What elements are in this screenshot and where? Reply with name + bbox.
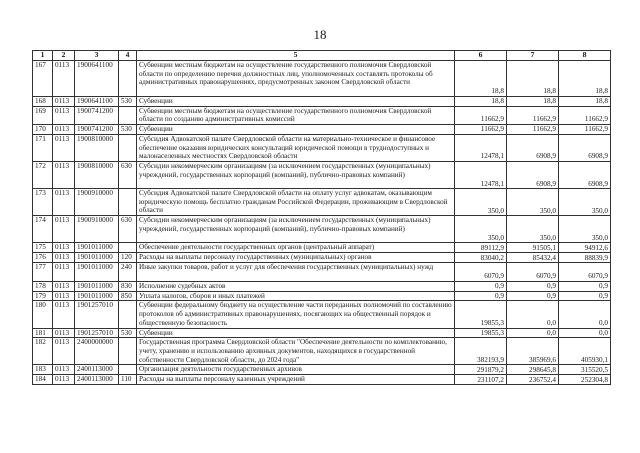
row-number: 180 [33, 301, 53, 328]
row-description: Уплата налогов, сборов и иных платежей [137, 291, 455, 301]
row-description: Расходы на выплаты персоналу государственных (муниципальных) органов [137, 253, 455, 263]
value-col7: 0,9 [507, 291, 559, 301]
row-number: 183 [33, 365, 53, 375]
value-col6: 350,0 [455, 216, 507, 243]
row-number: 168 [33, 96, 53, 106]
table-row [33, 263, 611, 282]
section-code: 0113 [53, 61, 75, 97]
row-description: Субсидия Адвокатской палате Свердловской области на материально-техническое и финансовое обеспечение оказания юридических консультаций юридической помощи в труднодоступных и малонаселенных местностях Свердловской области [137, 134, 455, 161]
expense-type: 110 [119, 375, 137, 385]
value-col6: 18,8 [455, 61, 507, 97]
target-code: 1900810000 [75, 134, 119, 161]
header-row [33, 51, 611, 61]
row-number: 178 [33, 281, 53, 291]
section-code: 0113 [53, 134, 75, 161]
section-code: 0113 [53, 189, 75, 216]
table-row [33, 281, 611, 291]
column-header: 1 [33, 51, 53, 61]
table-row [33, 134, 611, 161]
budget-table [32, 50, 611, 385]
section-code: 0113 [53, 328, 75, 338]
table-row [33, 125, 611, 135]
section-code: 0113 [53, 338, 75, 365]
value-col7: 91505,1 [507, 243, 559, 253]
section-code: 0113 [53, 243, 75, 253]
value-col6: 89112,9 [455, 243, 507, 253]
column-header: 7 [507, 51, 559, 61]
value-col7: 6908,9 [507, 134, 559, 161]
table-row [33, 253, 611, 263]
value-col8: 6908,9 [559, 162, 611, 189]
section-code: 0113 [53, 281, 75, 291]
table-row [33, 301, 611, 328]
expense-type [119, 189, 137, 216]
target-code: 1901011000 [75, 281, 119, 291]
value-col6: 83040,2 [455, 253, 507, 263]
target-code: 1900641100 [75, 61, 119, 97]
target-code: 1901257010 [75, 301, 119, 328]
value-col7: 350,0 [507, 189, 559, 216]
section-code: 0113 [53, 106, 75, 125]
value-col8: 315520,5 [559, 365, 611, 375]
value-col6: 11662,9 [455, 106, 507, 125]
expense-type [119, 338, 137, 365]
value-col6: 382193,9 [455, 338, 507, 365]
column-header: 4 [119, 51, 137, 61]
target-code: 2400113000 [75, 375, 119, 385]
page-number: 18 [313, 27, 327, 42]
table-row [33, 328, 611, 338]
table-row [33, 106, 611, 125]
value-col7: 350,0 [507, 216, 559, 243]
table-row [33, 61, 611, 97]
section-code: 0113 [53, 216, 75, 243]
value-col6: 6070,9 [455, 263, 507, 282]
target-code: 1900910000 [75, 189, 119, 216]
value-col8: 18,8 [559, 96, 611, 106]
expense-type: 630 [119, 162, 137, 189]
target-code: 2400000000 [75, 338, 119, 365]
value-col7: 18,8 [507, 61, 559, 97]
table-row [33, 189, 611, 216]
value-col6: 19855,3 [455, 328, 507, 338]
target-code: 1901257010 [75, 328, 119, 338]
table-row [33, 291, 611, 301]
value-col8: 6908,9 [559, 134, 611, 161]
row-number: 184 [33, 375, 53, 385]
table-row [33, 96, 611, 106]
row-description: Субвенции [137, 328, 455, 338]
row-description: Субвенции местным бюджетам на осуществление государственного полномочия Свердловской области по созданию административных комиссий [137, 106, 455, 125]
section-code: 0113 [53, 301, 75, 328]
target-code: 1901011000 [75, 291, 119, 301]
section-code: 0113 [53, 263, 75, 282]
expense-type: 240 [119, 263, 137, 282]
value-col8: 0,9 [559, 281, 611, 291]
row-number: 179 [33, 291, 53, 301]
value-col6: 18,8 [455, 96, 507, 106]
section-code: 0113 [53, 375, 75, 385]
value-col8: 6070,9 [559, 263, 611, 282]
value-col7: 85432,4 [507, 253, 559, 263]
value-col7: 6070,9 [507, 263, 559, 282]
value-col7: 0,0 [507, 301, 559, 328]
table-row [33, 365, 611, 375]
target-code: 1900641100 [75, 96, 119, 106]
table-row [33, 216, 611, 243]
row-description: Исполнение судебных актов [137, 281, 455, 291]
target-code: 1901011000 [75, 263, 119, 282]
column-header: 5 [137, 51, 455, 61]
value-col8: 11662,9 [559, 125, 611, 135]
value-col7: 11662,9 [507, 106, 559, 125]
row-number: 182 [33, 338, 53, 365]
row-number: 171 [33, 134, 53, 161]
target-code: 1900741200 [75, 125, 119, 135]
value-col6: 12478,1 [455, 162, 507, 189]
value-col6: 350,0 [455, 189, 507, 216]
value-col8: 18,8 [559, 61, 611, 97]
row-description: Иные закупки товаров, работ и услуг для обеспечения государственных (муниципальных) нужд [137, 263, 455, 282]
table-row [33, 162, 611, 189]
value-col8: 350,0 [559, 189, 611, 216]
section-code: 0113 [53, 291, 75, 301]
row-number: 177 [33, 263, 53, 282]
value-col7: 11662,9 [507, 125, 559, 135]
value-col7: 6908,9 [507, 162, 559, 189]
expense-type [119, 301, 137, 328]
expense-type [119, 134, 137, 161]
value-col8: 0,9 [559, 291, 611, 301]
value-col8: 405930,1 [559, 338, 611, 365]
row-description: Субсидии некоммерческим организациям (за исключением государственных (муниципальных) учреждений, государственных корпораций (компаний), публично-правовых компаний) [137, 216, 455, 243]
table-row [33, 375, 611, 385]
target-code: 1900741200 [75, 106, 119, 125]
expense-type: 850 [119, 291, 137, 301]
value-col8: 0,0 [559, 328, 611, 338]
value-col6: 231107,2 [455, 375, 507, 385]
value-col8: 88839,9 [559, 253, 611, 263]
target-code: 1900810000 [75, 162, 119, 189]
section-code: 0113 [53, 162, 75, 189]
row-description: Субвенции местным бюджетам на осуществление государственного полномочия Свердловской области по определению перечня должностных лиц, уполномоченных составлять протоколы об административных правонарушениях, предусмотренных законом Свердловской области [137, 61, 455, 97]
value-col6: 291879,2 [455, 365, 507, 375]
value-col6: 0,9 [455, 281, 507, 291]
expense-type: 530 [119, 125, 137, 135]
target-code: 2400113000 [75, 365, 119, 375]
column-header: 3 [75, 51, 119, 61]
value-col7: 0,9 [507, 281, 559, 291]
column-header: 6 [455, 51, 507, 61]
value-col6: 12478,1 [455, 134, 507, 161]
expense-type [119, 61, 137, 97]
value-col8: 94912,6 [559, 243, 611, 253]
row-number: 175 [33, 243, 53, 253]
row-description: Субвенции федеральному бюджету на осуществление части переданных полномочий по составлению протоколов об административных правонарушениях, посягающих на общественный порядок и общественную безопасность [137, 301, 455, 328]
expense-type: 830 [119, 281, 137, 291]
value-col8: 11662,9 [559, 106, 611, 125]
value-col8: 0,0 [559, 301, 611, 328]
row-number: 181 [33, 328, 53, 338]
row-description: Субвенции [137, 125, 455, 135]
row-description: Обеспечение деятельности государственных органов (центральный аппарат) [137, 243, 455, 253]
target-code: 1901011000 [75, 243, 119, 253]
value-col7: 0,0 [507, 328, 559, 338]
value-col7: 236752,4 [507, 375, 559, 385]
section-code: 0113 [53, 365, 75, 375]
expense-type: 630 [119, 216, 137, 243]
target-code: 1900910000 [75, 216, 119, 243]
table-row [33, 338, 611, 365]
row-number: 176 [33, 253, 53, 263]
row-number: 170 [33, 125, 53, 135]
table-row [33, 243, 611, 253]
row-description: Государственная программа Свердловской области "Обеспечение деятельности по комплектованию, учету, хранению и использованию архивных документов, находящихся в государственной собственности Свердловской области, до 2024 года" [137, 338, 455, 365]
expense-type [119, 365, 137, 375]
row-number: 169 [33, 106, 53, 125]
value-col6: 11662,9 [455, 125, 507, 135]
expense-type: 530 [119, 96, 137, 106]
value-col7: 18,8 [507, 96, 559, 106]
expense-type [119, 106, 137, 125]
value-col7: 298645,8 [507, 365, 559, 375]
row-description: Организация деятельности государственных архивов [137, 365, 455, 375]
value-col6: 0,9 [455, 291, 507, 301]
target-code: 1901011000 [75, 253, 119, 263]
column-header: 8 [559, 51, 611, 61]
value-col8: 252304,8 [559, 375, 611, 385]
expense-type: 530 [119, 328, 137, 338]
section-code: 0113 [53, 253, 75, 263]
row-description: Расходы на выплаты персоналу казенных учреждений [137, 375, 455, 385]
row-number: 173 [33, 189, 53, 216]
section-code: 0113 [53, 96, 75, 106]
row-description: Субсидии некоммерческим организациям (за исключением государственных (муниципальных) учреждений, государственных корпораций (компаний), публично-правовых компаний) [137, 162, 455, 189]
value-col7: 385969,6 [507, 338, 559, 365]
row-description: Субвенции [137, 96, 455, 106]
expense-type: 120 [119, 253, 137, 263]
row-number: 172 [33, 162, 53, 189]
row-number: 174 [33, 216, 53, 243]
value-col8: 350,0 [559, 216, 611, 243]
value-col6: 19855,3 [455, 301, 507, 328]
column-header: 2 [53, 51, 75, 61]
row-number: 167 [33, 61, 53, 97]
expense-type [119, 243, 137, 253]
section-code: 0113 [53, 125, 75, 135]
row-description: Субсидия Адвокатской палате Свердловской области на оплату услуг адвокатам, оказывающим юридическую помощь бесплатно гражданам Российской Федерации, проживающим в Свердловской области [137, 189, 455, 216]
